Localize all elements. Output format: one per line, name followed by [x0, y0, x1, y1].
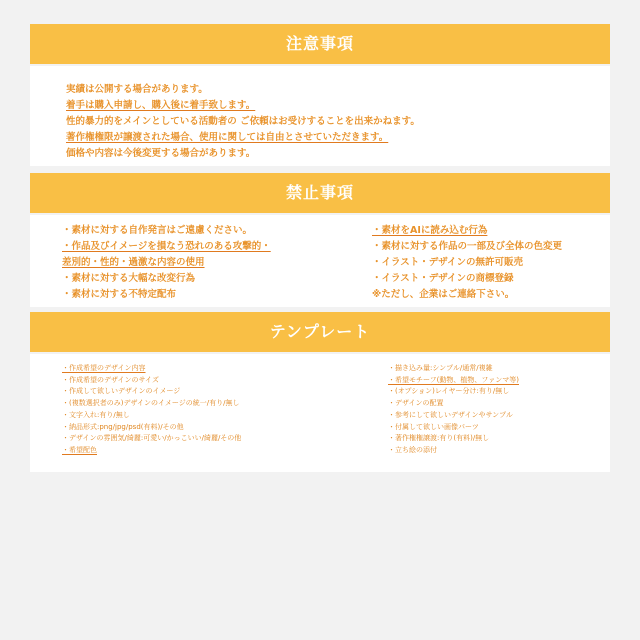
- list-item: ・イラスト・デザインの商標登録: [372, 273, 514, 284]
- list-item: ・作品及びイメージを損なう恐れのある攻撃的・: [62, 241, 271, 252]
- list-item: ・作成して欲しいデザインのイメージ: [62, 387, 181, 396]
- list-item: ・素材をAIに読み込む行為: [372, 225, 488, 236]
- list-item: ・文字入れ:有り/無し: [62, 410, 130, 419]
- list-item: ・描き込み量:シンプル/通常/複雑: [388, 364, 493, 372]
- list-item: ・(オプション)レイヤー分け:有り/無し: [388, 387, 510, 396]
- template-header: [30, 312, 610, 352]
- prohibited-header: [30, 173, 610, 213]
- list-item: ・希望配色: [62, 445, 97, 454]
- prohibited-panel: [30, 215, 610, 307]
- list-item: ・希望モチーフ(動物、植物、ファンマ等): [388, 375, 519, 384]
- list-item: ・作成希望のデザインのサイズ: [62, 375, 159, 384]
- list-item: ・(複数選択者のみ)デザインのイメージの統一/有り/無し: [62, 399, 240, 408]
- list-item: ・立ち絵の添付: [388, 445, 437, 454]
- template-title: テンプレート: [269, 322, 371, 341]
- list-item: ・著作権権譲渡:有り(有料)/無し: [388, 434, 490, 443]
- list-item: ・素材に対する不特定配布: [62, 289, 177, 300]
- notes-header: [30, 24, 610, 64]
- list-item: ・デザインの雰囲気/綺麗:可愛い/かっこいい/綺麗/その他: [62, 434, 242, 443]
- list-item: ・イラスト・デザインの無許可販売: [372, 257, 524, 268]
- list-item: ・参考にして欲しいデザインやサンプル: [388, 410, 513, 419]
- list-item: 性的暴力的をメインとしている活動者の ご依頼はお受けすることを出来かねます。: [66, 116, 420, 127]
- list-item: ※ただし、企業はご連絡下さい。: [372, 289, 515, 300]
- notes-list: [66, 82, 420, 162]
- list-item: ・作成希望のデザイン内容: [62, 364, 146, 372]
- list-item: ・素材に対する大幅な改変行為: [62, 273, 196, 284]
- list-item: ・素材に対する作品の一部及び全体の色変更: [372, 241, 563, 252]
- template-list-left: [62, 363, 241, 457]
- list-item: ・素材に対する自作発言はご遠慮ください。: [62, 225, 253, 236]
- template-panel: [30, 354, 610, 472]
- prohibited-list-left: [62, 223, 271, 303]
- list-item: 実績は公開する場合があります。: [66, 84, 208, 95]
- notes-panel: [30, 66, 610, 166]
- list-item: 著作権権限が譲渡された場合、使用に関しては自由とさせていただきます。: [66, 132, 389, 143]
- template-list-right: [388, 363, 519, 457]
- list-item: ・デザインの配置: [388, 399, 444, 408]
- notes-title: 注意事項: [285, 34, 354, 53]
- list-item: 差別的・性的・過激な内容の使用: [62, 257, 205, 268]
- prohibited-title: 禁止事項: [285, 183, 354, 202]
- list-item: ・付属して欲しい画像パーツ: [388, 422, 479, 431]
- list-item: 着手は購入申請し、購入後に着手致します。: [66, 100, 256, 111]
- list-item: ・納品形式:png/jpg/psd(有料)/その他: [62, 422, 184, 431]
- list-item: 価格や内容は今後変更する場合があります。: [66, 148, 256, 159]
- prohibited-list-right: [372, 223, 562, 303]
